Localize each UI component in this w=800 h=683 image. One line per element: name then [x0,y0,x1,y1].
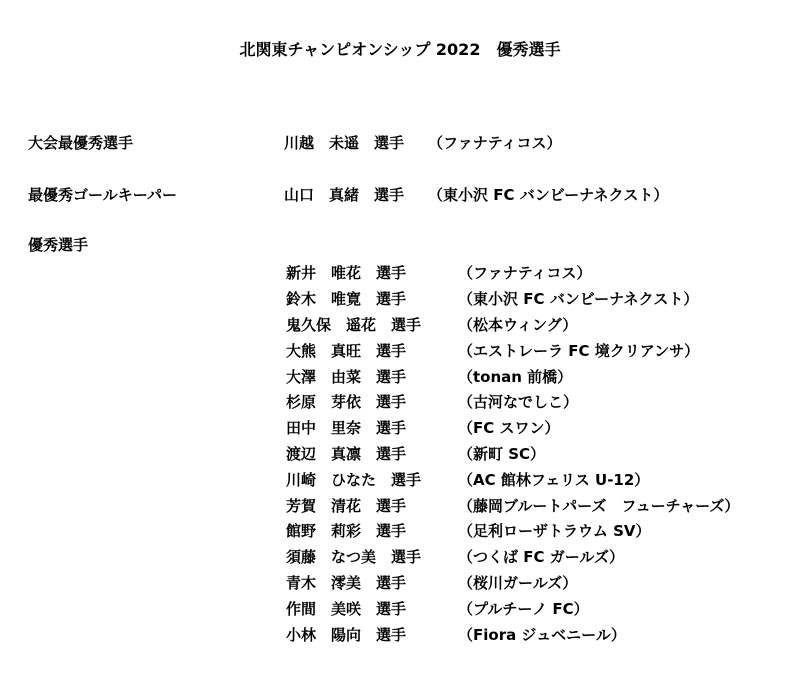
player-name: 小林 陽向 選手 [286,625,407,644]
section-label-excellent: 優秀選手 [28,236,89,254]
list-item [286,441,739,467]
player-name: 鬼久保 遥花 選手 [286,315,422,334]
player-name: 杉原 芽依 選手 [286,393,407,412]
award-row-goalkeeper [28,183,668,205]
player-team: （藤岡ブルートパーズ フューチャーズ） [458,496,740,515]
award-label: 大会最優秀選手 [28,133,134,152]
list-item [286,595,739,621]
page-title: 北関東チャンピオンシップ 2022 優秀選手 [239,40,561,59]
list-item [286,570,739,596]
player-name: 芳賀 清花 選手 [286,496,407,515]
player-name: 田中 里奈 選手 [286,419,407,438]
winner-name: 川越 未遥 選手 [284,133,405,152]
player-name: 作間 美咲 選手 [286,599,407,618]
player-name: 川崎 ひなた 選手 [286,470,422,489]
player-name: 新井 唯花 選手 [286,264,407,283]
list-item [286,363,739,389]
list-item [286,492,739,518]
list-item [286,544,739,570]
winner-team: （東小沢 FC バンビーナネクスト） [428,185,669,204]
player-team: （桜川ガールズ） [458,573,578,592]
player-name: 渡辺 真凛 選手 [286,444,407,463]
player-team: （東小沢 FC バンビーナネクスト） [458,290,699,309]
player-team: （AC 館林フェリス U-12） [458,470,650,489]
player-name: 館野 莉彩 選手 [286,522,407,541]
award-row-mvp [28,131,562,153]
player-team: （FC スワン） [458,419,560,438]
winner-name: 山口 真緒 選手 [284,185,405,204]
player-team: （新町 SC） [458,444,546,463]
list-item [286,518,739,544]
player-name: 須藤 なつ美 選手 [286,548,422,567]
player-name: 大澤 由菜 選手 [286,367,407,386]
player-team: （tonan 前橋） [458,367,573,386]
list-item [286,415,739,441]
winner-team: （ファナティコス） [428,133,562,152]
player-team: （松本ウィング） [458,315,578,334]
list-item [286,260,739,286]
player-list [286,260,739,647]
list-item [286,286,739,312]
list-item [286,337,739,363]
player-team: （エストレーラ FC 境クリアンサ） [458,341,700,360]
player-team: （足利ローザトラウム SV） [458,522,651,541]
player-team: （プルチーノ FC） [458,599,589,618]
player-team: （古河なでしこ） [458,393,579,412]
list-item [286,389,739,415]
list-item [286,466,739,492]
player-team: （ファナティコス） [458,264,592,283]
player-name: 青木 澪美 選手 [286,573,407,592]
list-item [286,312,739,338]
player-team: （つくば FC ガールズ） [458,548,624,567]
award-label: 最優秀ゴールキーパー [28,185,177,204]
player-name: 大熊 真旺 選手 [286,341,407,360]
player-team: （Fiora ジュベニール） [458,625,626,644]
player-name: 鈴木 唯寛 選手 [286,290,407,309]
list-item [286,621,739,647]
